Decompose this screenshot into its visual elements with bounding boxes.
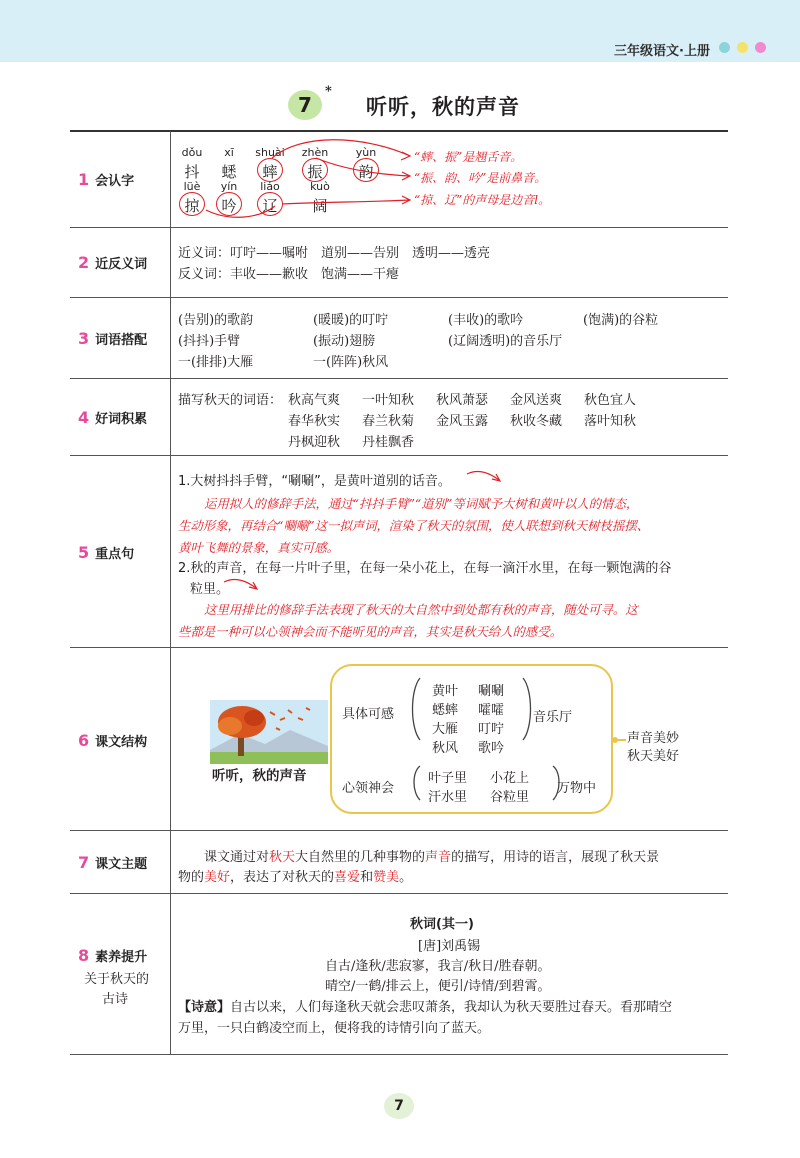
collocation: (丰收)的歌吟 bbox=[448, 313, 524, 328]
decor-dot-pink bbox=[755, 42, 766, 53]
structure-pair-left: 蟋蟀 bbox=[432, 703, 459, 718]
structure-conclusion: 声音美妙 bbox=[627, 731, 680, 746]
hanzi: 掠 bbox=[184, 197, 200, 215]
annotation-arrows bbox=[170, 132, 430, 227]
good-word: 一叶知秋 bbox=[362, 393, 415, 408]
poem-meaning-line-2: 万里，一只白鹤凌空而上，便将我的诗情引向了蓝天。 bbox=[178, 1021, 491, 1036]
row-divider bbox=[70, 455, 728, 456]
lesson-number: 7 bbox=[288, 90, 322, 120]
structure-pair-right: 嚯嚯 bbox=[478, 703, 505, 718]
row-divider bbox=[70, 378, 728, 379]
note-nasal: “振、韵、吟”是前鼻音。 bbox=[414, 171, 547, 185]
collocation: (饱满)的谷粒 bbox=[583, 313, 659, 328]
collocation: (告别)的歌韵 bbox=[178, 313, 254, 328]
collocation: (暖暖)的叮咛 bbox=[313, 313, 389, 328]
structure-heart-item: 叶子里 bbox=[428, 771, 468, 786]
pinyin: yùn bbox=[355, 146, 377, 159]
structure-pair-right: 歌吟 bbox=[478, 741, 505, 756]
section-label-4: 4 好词积累 bbox=[78, 408, 148, 427]
good-word: 秋收冬藏 bbox=[510, 414, 563, 429]
row-divider bbox=[70, 830, 728, 831]
poem-title: 秋词(其一) bbox=[410, 917, 474, 932]
hanzi: 蟀 bbox=[262, 163, 278, 181]
good-word: 落叶知秋 bbox=[584, 414, 637, 429]
collocation: (抖抖)手臂 bbox=[178, 334, 241, 349]
hanzi: 阔 bbox=[312, 197, 328, 215]
decor-dot-teal bbox=[719, 42, 730, 53]
key-sentence-2-cont: 粒里。 bbox=[190, 582, 230, 597]
structure-pair-left: 大雁 bbox=[432, 722, 459, 737]
hanzi: 蟋 bbox=[221, 163, 237, 181]
pinyin: zhèn bbox=[301, 146, 329, 159]
section-label-3: 3 词语搭配 bbox=[78, 329, 148, 348]
row-divider bbox=[70, 297, 728, 298]
sentence-2-analysis-line: 这里用排比的修辞手法表现了秋天的大自然中到处都有秋的声音，随处可寻。这 bbox=[204, 602, 638, 617]
sentence-1-analysis-line: 运用拟人的修辞手法，通过“抖抖手臂”“道别”等词赋予大树和黄叶以人的情态， bbox=[204, 496, 639, 511]
structure-concrete-result: 音乐厅 bbox=[533, 710, 573, 725]
good-words-prefix: 描写秋天的词语： bbox=[178, 393, 283, 408]
antonyms-line: 反义词：丰收——歉收 饱满——干瘪 bbox=[178, 267, 400, 282]
hanzi: 韵 bbox=[358, 163, 374, 181]
good-word: 金风送爽 bbox=[510, 393, 563, 408]
key-sentence-1: 1.大树抖抖手臂，“唰唰”，是黄叶道别的话音。 bbox=[178, 474, 451, 489]
structure-pair-right: 叮咛 bbox=[478, 722, 505, 737]
table-bottom-rule bbox=[70, 1054, 728, 1055]
section-label-8: 8 素养提升 bbox=[78, 946, 148, 965]
structure-heart-item: 谷粒里 bbox=[490, 790, 530, 805]
structure-heart-item: 汗水里 bbox=[428, 790, 468, 805]
structure-heart: 心领神会 bbox=[342, 781, 395, 796]
row-divider bbox=[70, 227, 728, 228]
hanzi: 吟 bbox=[221, 197, 237, 215]
good-word: 春兰秋菊 bbox=[362, 414, 415, 429]
pinyin: dǒu bbox=[181, 146, 203, 159]
poem-author: [唐]刘禹锡 bbox=[418, 939, 481, 954]
good-word: 丹桂飘香 bbox=[362, 435, 415, 450]
row-divider bbox=[70, 893, 728, 894]
synonyms-line: 近义词：叮咛——嘱咐 道别——告别 透明——透亮 bbox=[178, 246, 491, 261]
hanzi: 抖 bbox=[184, 163, 200, 181]
section-label-1: 1 会认字 bbox=[78, 170, 135, 189]
structure-title: 听听，秋的声音 bbox=[212, 768, 307, 784]
page-number: 7 bbox=[384, 1093, 414, 1119]
book-title: 三年级语文·上册 bbox=[614, 44, 710, 59]
collocation: (振动)翅膀 bbox=[313, 334, 376, 349]
good-word: 秋高气爽 bbox=[288, 393, 341, 408]
pinyin: xī bbox=[224, 146, 234, 159]
section-8-sub1: 关于秋天的 bbox=[84, 972, 150, 987]
row-divider bbox=[70, 647, 728, 648]
structure-pair-left: 黄叶 bbox=[432, 684, 459, 699]
structure-heart-item: 小花上 bbox=[490, 771, 530, 786]
section-label-2: 2 近反义词 bbox=[78, 253, 148, 272]
note-lateral: “掠、辽”的声母是边音l。 bbox=[414, 193, 551, 207]
decor-dot-yellow bbox=[737, 42, 748, 53]
hanzi: 辽 bbox=[262, 197, 278, 215]
sentence-arrow bbox=[465, 468, 505, 486]
pinyin: kuò bbox=[310, 180, 330, 193]
section-label-6: 6 课文结构 bbox=[78, 731, 148, 750]
collocation: 一(阵阵)秋风 bbox=[313, 355, 389, 370]
structure-pair-right: 唰唰 bbox=[478, 684, 505, 699]
theme-line-2: 物的美好，表达了对秋天的喜爱和赞美。 bbox=[178, 870, 413, 885]
collocation: 一(排排)大雁 bbox=[178, 355, 254, 370]
table-column-divider bbox=[170, 131, 171, 1054]
sentence-arrow bbox=[222, 576, 262, 594]
pinyin: liáo bbox=[260, 180, 280, 193]
poem-line: 自古/逢秋/悲寂寥，我言/秋日/胜春朝。 bbox=[325, 959, 551, 974]
structure-brackets bbox=[310, 660, 640, 820]
note-retroflex: “蟀、振”是翘舌音。 bbox=[414, 150, 523, 164]
hanzi: 振 bbox=[307, 163, 323, 181]
pinyin: shuài bbox=[255, 146, 285, 159]
structure-pair-left: 秋风 bbox=[432, 741, 459, 756]
good-word: 春华秋实 bbox=[288, 414, 341, 429]
structure-concrete: 具体可感 bbox=[342, 707, 395, 722]
section-label-5: 5 重点句 bbox=[78, 543, 135, 562]
lesson-star: * bbox=[325, 84, 332, 99]
good-word: 秋色宜人 bbox=[584, 393, 637, 408]
poem-line: 晴空/一鹤/排云上，便引/诗情/到碧霄。 bbox=[325, 979, 551, 994]
lesson-title: 听听，秋的声音 bbox=[366, 95, 520, 119]
key-sentence-2: 2.秋的声音，在每一片叶子里，在每一朵小花上，在每一滴汗水里，在每一颗饱满的谷 bbox=[178, 561, 672, 576]
collocation: (辽阔透明)的音乐厅 bbox=[448, 334, 563, 349]
sentence-1-analysis-line: 生动形象，再结合“唰唰”这一拟声词，渲染了秋天的氛围，使人联想到秋天树枝摇摆、 bbox=[178, 518, 650, 533]
section-label-7: 7 课文主题 bbox=[78, 853, 148, 872]
pinyin: lüè bbox=[183, 180, 201, 193]
poem-meaning-line-1: 【诗意】自古以来，人们每逢秋天就会悲叹萧条，我却认为秋天要胜过春天。看那晴空 bbox=[178, 1000, 673, 1015]
structure-conclusion: 秋天美好 bbox=[627, 749, 680, 764]
section-8-sub2: 古诗 bbox=[102, 992, 129, 1007]
structure-heart-result: 万物中 bbox=[557, 781, 597, 796]
sentence-1-analysis-line: 黄叶飞舞的景象，真实可感。 bbox=[178, 540, 340, 555]
pinyin: yín bbox=[220, 180, 238, 193]
good-word: 丹枫迎秋 bbox=[288, 435, 341, 450]
good-word: 秋风萧瑟 bbox=[436, 393, 489, 408]
sentence-2-analysis-line: 些都是一种可以心领神会而不能听见的声音，其实是秋天给人的感受。 bbox=[178, 624, 563, 639]
theme-line-1: 课文通过对秋天大自然里的几种事物的声音的描写，用诗的语言，展现了秋天景 bbox=[204, 850, 660, 865]
good-word: 金风玉露 bbox=[436, 414, 489, 429]
